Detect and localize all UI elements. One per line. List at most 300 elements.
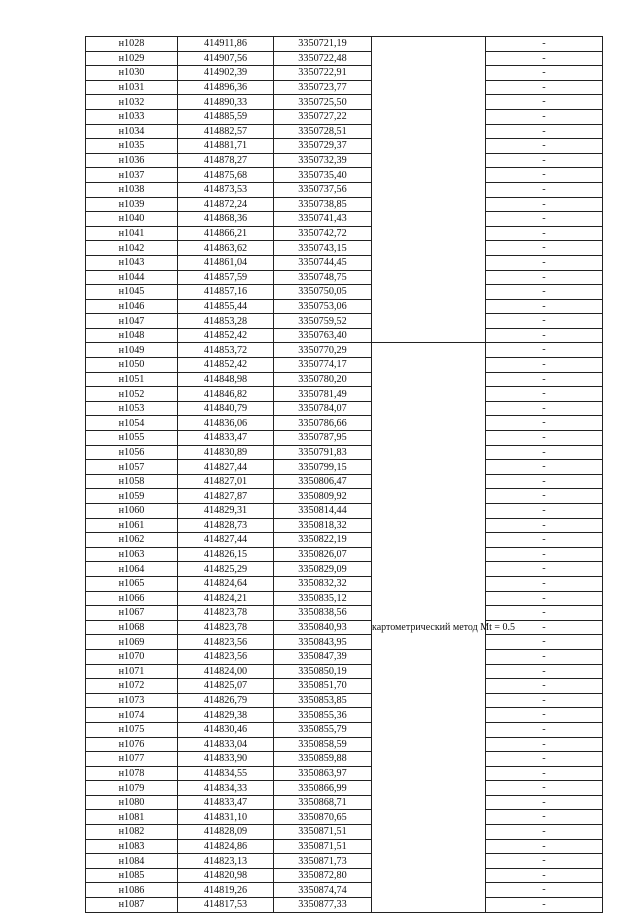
mark-cell: - <box>486 898 603 913</box>
y-coordinate-cell: 3350787,95 <box>274 431 372 446</box>
table-row <box>86 270 603 285</box>
x-coordinate-cell: 414848,98 <box>178 372 274 387</box>
y-coordinate-cell: 3350874,74 <box>274 883 372 898</box>
mark-cell: - <box>486 649 603 664</box>
x-coordinate-cell: 414836,06 <box>178 416 274 431</box>
table-row <box>86 95 603 110</box>
mark-cell: - <box>486 868 603 883</box>
point-id-cell: н1060 <box>86 504 178 519</box>
point-id-cell: н1077 <box>86 752 178 767</box>
y-coordinate-cell: 3350742,72 <box>274 226 372 241</box>
x-coordinate-cell: 414824,64 <box>178 576 274 591</box>
y-coordinate-cell: 3350863,97 <box>274 766 372 781</box>
y-coordinate-cell: 3350732,39 <box>274 153 372 168</box>
point-id-cell: н1058 <box>86 474 178 489</box>
table-row <box>86 226 603 241</box>
table-row <box>86 37 603 52</box>
mark-cell: - <box>486 591 603 606</box>
table-row <box>86 489 603 504</box>
x-coordinate-cell: 414902,39 <box>178 66 274 81</box>
point-id-cell: н1068 <box>86 620 178 635</box>
point-id-cell: н1045 <box>86 285 178 300</box>
mark-cell: - <box>486 182 603 197</box>
table-row <box>86 445 603 460</box>
table-row <box>86 518 603 533</box>
x-coordinate-cell: 414853,28 <box>178 314 274 329</box>
table-row <box>86 401 603 416</box>
table-row <box>86 854 603 869</box>
y-coordinate-cell: 3350871,73 <box>274 854 372 869</box>
x-coordinate-cell: 414823,56 <box>178 635 274 650</box>
point-id-cell: н1079 <box>86 781 178 796</box>
mark-cell: - <box>486 781 603 796</box>
y-coordinate-cell: 3350872,80 <box>274 868 372 883</box>
y-coordinate-cell: 3350832,32 <box>274 576 372 591</box>
x-coordinate-cell: 414833,47 <box>178 431 274 446</box>
y-coordinate-cell: 3350744,45 <box>274 255 372 270</box>
y-coordinate-cell: 3350818,32 <box>274 518 372 533</box>
mark-cell: - <box>486 416 603 431</box>
mark-cell: - <box>486 212 603 227</box>
mark-cell: - <box>486 66 603 81</box>
table-row <box>86 416 603 431</box>
mark-cell: - <box>486 37 603 52</box>
table-row <box>86 898 603 913</box>
y-coordinate-cell: 3350774,17 <box>274 358 372 373</box>
point-id-cell: н1033 <box>86 109 178 124</box>
y-coordinate-cell: 3350855,79 <box>274 722 372 737</box>
x-coordinate-cell: 414830,89 <box>178 445 274 460</box>
point-id-cell: н1064 <box>86 562 178 577</box>
point-id-cell: н1083 <box>86 839 178 854</box>
mark-cell: - <box>486 810 603 825</box>
table-row <box>86 883 603 898</box>
point-id-cell: н1055 <box>86 431 178 446</box>
mark-cell: - <box>486 547 603 562</box>
x-coordinate-cell: 414819,26 <box>178 883 274 898</box>
coordinates-table <box>85 36 603 913</box>
table-row <box>86 460 603 475</box>
point-id-cell: н1047 <box>86 314 178 329</box>
mark-cell: - <box>486 387 603 402</box>
y-coordinate-cell: 3350853,85 <box>274 693 372 708</box>
x-coordinate-cell: 414855,44 <box>178 299 274 314</box>
mark-cell: - <box>486 533 603 548</box>
point-id-cell: н1074 <box>86 708 178 723</box>
table-row <box>86 781 603 796</box>
mark-cell: - <box>486 752 603 767</box>
point-id-cell: н1029 <box>86 51 178 66</box>
point-id-cell: н1053 <box>86 401 178 416</box>
point-id-cell: н1044 <box>86 270 178 285</box>
y-coordinate-cell: 3350722,48 <box>274 51 372 66</box>
table-row <box>86 431 603 446</box>
x-coordinate-cell: 414834,33 <box>178 781 274 796</box>
x-coordinate-cell: 414840,79 <box>178 401 274 416</box>
y-coordinate-cell: 3350791,83 <box>274 445 372 460</box>
coordinates-table-body <box>86 37 603 913</box>
point-id-cell: н1087 <box>86 898 178 913</box>
mark-cell: - <box>486 226 603 241</box>
point-id-cell: н1062 <box>86 533 178 548</box>
mark-cell: - <box>486 124 603 139</box>
y-coordinate-cell: 3350735,40 <box>274 168 372 183</box>
point-id-cell: н1086 <box>86 883 178 898</box>
mark-cell: - <box>486 241 603 256</box>
table-row <box>86 591 603 606</box>
table-row <box>86 153 603 168</box>
x-coordinate-cell: 414882,57 <box>178 124 274 139</box>
mark-cell: - <box>486 358 603 373</box>
mark-cell: - <box>486 839 603 854</box>
mark-cell: - <box>486 109 603 124</box>
point-id-cell: н1043 <box>86 255 178 270</box>
mark-cell: - <box>486 562 603 577</box>
y-coordinate-cell: 3350721,19 <box>274 37 372 52</box>
point-id-cell: н1063 <box>86 547 178 562</box>
y-coordinate-cell: 3350866,99 <box>274 781 372 796</box>
y-coordinate-cell: 3350858,59 <box>274 737 372 752</box>
y-coordinate-cell: 3350770,29 <box>274 343 372 358</box>
point-id-cell: н1085 <box>86 868 178 883</box>
table-row <box>86 66 603 81</box>
table-row <box>86 197 603 212</box>
point-id-cell: н1046 <box>86 299 178 314</box>
x-coordinate-cell: 414868,36 <box>178 212 274 227</box>
y-coordinate-cell: 3350877,33 <box>274 898 372 913</box>
mark-cell: - <box>486 431 603 446</box>
mark-cell: - <box>486 854 603 869</box>
y-coordinate-cell: 3350786,66 <box>274 416 372 431</box>
table-row <box>86 182 603 197</box>
point-id-cell: н1075 <box>86 722 178 737</box>
point-id-cell: н1070 <box>86 649 178 664</box>
x-coordinate-cell: 414833,90 <box>178 752 274 767</box>
y-coordinate-cell: 3350738,85 <box>274 197 372 212</box>
y-coordinate-cell: 3350728,51 <box>274 124 372 139</box>
point-id-cell: н1051 <box>86 372 178 387</box>
mark-cell: - <box>486 576 603 591</box>
point-id-cell: н1035 <box>86 139 178 154</box>
x-coordinate-cell: 414896,36 <box>178 80 274 95</box>
mark-cell: - <box>486 285 603 300</box>
point-id-cell: н1066 <box>86 591 178 606</box>
x-coordinate-cell: 414907,56 <box>178 51 274 66</box>
point-id-cell: н1059 <box>86 489 178 504</box>
mark-cell: - <box>486 825 603 840</box>
point-id-cell: н1049 <box>86 343 178 358</box>
mark-cell: - <box>486 460 603 475</box>
table-row <box>86 649 603 664</box>
x-coordinate-cell: 414852,42 <box>178 328 274 343</box>
table-row <box>86 795 603 810</box>
mark-cell: - <box>486 679 603 694</box>
mark-cell: - <box>486 168 603 183</box>
table-row <box>86 868 603 883</box>
mark-cell: - <box>486 620 603 635</box>
y-coordinate-cell: 3350870,65 <box>274 810 372 825</box>
mark-cell: - <box>486 766 603 781</box>
point-id-cell: н1052 <box>86 387 178 402</box>
table-row <box>86 139 603 154</box>
point-id-cell: н1054 <box>86 416 178 431</box>
x-coordinate-cell: 414834,55 <box>178 766 274 781</box>
y-coordinate-cell: 3350763,40 <box>274 328 372 343</box>
table-row <box>86 562 603 577</box>
point-id-cell: н1039 <box>86 197 178 212</box>
x-coordinate-cell: 414861,04 <box>178 255 274 270</box>
table-row <box>86 109 603 124</box>
y-coordinate-cell: 3350725,50 <box>274 95 372 110</box>
y-coordinate-cell: 3350781,49 <box>274 387 372 402</box>
table-row <box>86 737 603 752</box>
x-coordinate-cell: 414828,73 <box>178 518 274 533</box>
x-coordinate-cell: 414881,71 <box>178 139 274 154</box>
mark-cell: - <box>486 795 603 810</box>
mark-cell: - <box>486 255 603 270</box>
table-row <box>86 576 603 591</box>
point-id-cell: н1028 <box>86 37 178 52</box>
x-coordinate-cell: 414829,38 <box>178 708 274 723</box>
table-row <box>86 766 603 781</box>
y-coordinate-cell: 3350743,15 <box>274 241 372 256</box>
y-coordinate-cell: 3350741,43 <box>274 212 372 227</box>
point-id-cell: н1078 <box>86 766 178 781</box>
mark-cell: - <box>486 343 603 358</box>
point-id-cell: н1081 <box>86 810 178 825</box>
x-coordinate-cell: 414827,01 <box>178 474 274 489</box>
mark-cell: - <box>486 153 603 168</box>
x-coordinate-cell: 414875,68 <box>178 168 274 183</box>
table-row <box>86 358 603 373</box>
x-coordinate-cell: 414866,21 <box>178 226 274 241</box>
table-row <box>86 328 603 343</box>
x-coordinate-cell: 414827,44 <box>178 460 274 475</box>
mark-cell: - <box>486 139 603 154</box>
point-id-cell: н1050 <box>86 358 178 373</box>
x-coordinate-cell: 414852,42 <box>178 358 274 373</box>
x-coordinate-cell: 414826,79 <box>178 693 274 708</box>
x-coordinate-cell: 414824,86 <box>178 839 274 854</box>
mark-cell: - <box>486 445 603 460</box>
y-coordinate-cell: 3350835,12 <box>274 591 372 606</box>
point-id-cell: н1057 <box>86 460 178 475</box>
table-row <box>86 299 603 314</box>
x-coordinate-cell: 414911,86 <box>178 37 274 52</box>
mark-cell: - <box>486 401 603 416</box>
table-row <box>86 314 603 329</box>
point-id-cell: н1069 <box>86 635 178 650</box>
x-coordinate-cell: 414823,78 <box>178 606 274 621</box>
y-coordinate-cell: 3350737,56 <box>274 182 372 197</box>
y-coordinate-cell: 3350850,19 <box>274 664 372 679</box>
point-id-cell: н1030 <box>86 66 178 81</box>
table-row <box>86 255 603 270</box>
table-row <box>86 839 603 854</box>
table-row <box>86 51 603 66</box>
y-coordinate-cell: 3350750,05 <box>274 285 372 300</box>
mark-cell: - <box>486 299 603 314</box>
mark-cell: - <box>486 270 603 285</box>
y-coordinate-cell: 3350838,56 <box>274 606 372 621</box>
x-coordinate-cell: 414853,72 <box>178 343 274 358</box>
x-coordinate-cell: 414824,21 <box>178 591 274 606</box>
table-row <box>86 124 603 139</box>
mark-cell: - <box>486 518 603 533</box>
y-coordinate-cell: 3350722,91 <box>274 66 372 81</box>
point-id-cell: н1036 <box>86 153 178 168</box>
mark-cell: - <box>486 883 603 898</box>
mark-cell: - <box>486 737 603 752</box>
table-row <box>86 80 603 95</box>
point-id-cell: н1072 <box>86 679 178 694</box>
table-row <box>86 372 603 387</box>
x-coordinate-cell: 414878,27 <box>178 153 274 168</box>
point-id-cell: н1034 <box>86 124 178 139</box>
y-coordinate-cell: 3350826,07 <box>274 547 372 562</box>
point-id-cell: н1065 <box>86 576 178 591</box>
x-coordinate-cell: 414885,59 <box>178 109 274 124</box>
point-id-cell: н1073 <box>86 693 178 708</box>
point-id-cell: н1082 <box>86 825 178 840</box>
table-row <box>86 241 603 256</box>
x-coordinate-cell: 414829,31 <box>178 504 274 519</box>
y-coordinate-cell: 3350840,93 <box>274 620 372 635</box>
table-row <box>86 212 603 227</box>
y-coordinate-cell: 3350729,37 <box>274 139 372 154</box>
mark-cell: - <box>486 474 603 489</box>
point-id-cell: н1056 <box>86 445 178 460</box>
point-id-cell: н1061 <box>86 518 178 533</box>
table-row <box>86 752 603 767</box>
mark-cell: - <box>486 51 603 66</box>
y-coordinate-cell: 3350748,75 <box>274 270 372 285</box>
point-id-cell: н1041 <box>86 226 178 241</box>
x-coordinate-cell: 414817,53 <box>178 898 274 913</box>
x-coordinate-cell: 414863,62 <box>178 241 274 256</box>
table-row <box>86 168 603 183</box>
table-row <box>86 387 603 402</box>
table-row <box>86 693 603 708</box>
x-coordinate-cell: 414857,59 <box>178 270 274 285</box>
x-coordinate-cell: 414828,09 <box>178 825 274 840</box>
y-coordinate-cell: 3350822,19 <box>274 533 372 548</box>
table-row <box>86 825 603 840</box>
y-coordinate-cell: 3350829,09 <box>274 562 372 577</box>
point-id-cell: н1037 <box>86 168 178 183</box>
x-coordinate-cell: 414823,56 <box>178 649 274 664</box>
point-id-cell: н1067 <box>86 606 178 621</box>
x-coordinate-cell: 414846,82 <box>178 387 274 402</box>
x-coordinate-cell: 414820,98 <box>178 868 274 883</box>
mark-cell: - <box>486 197 603 212</box>
mark-cell: - <box>486 328 603 343</box>
y-coordinate-cell: 3350809,92 <box>274 489 372 504</box>
point-id-cell: н1031 <box>86 80 178 95</box>
y-coordinate-cell: 3350806,47 <box>274 474 372 489</box>
point-id-cell: н1084 <box>86 854 178 869</box>
point-id-cell: н1071 <box>86 664 178 679</box>
y-coordinate-cell: 3350855,36 <box>274 708 372 723</box>
y-coordinate-cell: 3350851,70 <box>274 679 372 694</box>
method-cell-empty <box>372 37 486 343</box>
mark-cell: - <box>486 693 603 708</box>
x-coordinate-cell: 414825,29 <box>178 562 274 577</box>
y-coordinate-cell: 3350814,44 <box>274 504 372 519</box>
x-coordinate-cell: 414831,10 <box>178 810 274 825</box>
y-coordinate-cell: 3350847,39 <box>274 649 372 664</box>
x-coordinate-cell: 414823,13 <box>178 854 274 869</box>
y-coordinate-cell: 3350753,06 <box>274 299 372 314</box>
table-row <box>86 474 603 489</box>
x-coordinate-cell: 414827,87 <box>178 489 274 504</box>
x-coordinate-cell: 414857,16 <box>178 285 274 300</box>
table-row <box>86 285 603 300</box>
mark-cell: - <box>486 489 603 504</box>
table-row <box>86 606 603 621</box>
y-coordinate-cell: 3350759,52 <box>274 314 372 329</box>
point-id-cell: н1032 <box>86 95 178 110</box>
method-cell: картометрический метод Mt = 0.5 <box>372 343 486 912</box>
y-coordinate-cell: 3350723,77 <box>274 80 372 95</box>
y-coordinate-cell: 3350727,22 <box>274 109 372 124</box>
point-id-cell: н1076 <box>86 737 178 752</box>
y-coordinate-cell: 3350843,95 <box>274 635 372 650</box>
mark-cell: - <box>486 504 603 519</box>
x-coordinate-cell: 414830,46 <box>178 722 274 737</box>
table-row <box>86 635 603 650</box>
table-row <box>86 504 603 519</box>
table-row <box>86 708 603 723</box>
table-row <box>86 679 603 694</box>
table-row <box>86 810 603 825</box>
x-coordinate-cell: 414833,04 <box>178 737 274 752</box>
y-coordinate-cell: 3350784,07 <box>274 401 372 416</box>
mark-cell: - <box>486 606 603 621</box>
table-row <box>86 343 603 358</box>
mark-cell: - <box>486 80 603 95</box>
x-coordinate-cell: 414827,44 <box>178 533 274 548</box>
y-coordinate-cell: 3350780,20 <box>274 372 372 387</box>
x-coordinate-cell: 414872,24 <box>178 197 274 212</box>
x-coordinate-cell: 414824,00 <box>178 664 274 679</box>
table-row <box>86 722 603 737</box>
point-id-cell: н1038 <box>86 182 178 197</box>
y-coordinate-cell: 3350799,15 <box>274 460 372 475</box>
point-id-cell: н1048 <box>86 328 178 343</box>
mark-cell: - <box>486 722 603 737</box>
y-coordinate-cell: 3350868,71 <box>274 795 372 810</box>
x-coordinate-cell: 414825,07 <box>178 679 274 694</box>
y-coordinate-cell: 3350859,88 <box>274 752 372 767</box>
mark-cell: - <box>486 635 603 650</box>
mark-cell: - <box>486 372 603 387</box>
x-coordinate-cell: 414823,78 <box>178 620 274 635</box>
point-id-cell: н1040 <box>86 212 178 227</box>
table-row <box>86 547 603 562</box>
point-id-cell: н1042 <box>86 241 178 256</box>
y-coordinate-cell: 3350871,51 <box>274 839 372 854</box>
x-coordinate-cell: 414826,15 <box>178 547 274 562</box>
y-coordinate-cell: 3350871,51 <box>274 825 372 840</box>
x-coordinate-cell: 414873,53 <box>178 182 274 197</box>
mark-cell: - <box>486 314 603 329</box>
mark-cell: - <box>486 708 603 723</box>
point-id-cell: н1080 <box>86 795 178 810</box>
x-coordinate-cell: 414890,33 <box>178 95 274 110</box>
mark-cell: - <box>486 95 603 110</box>
table-row <box>86 664 603 679</box>
